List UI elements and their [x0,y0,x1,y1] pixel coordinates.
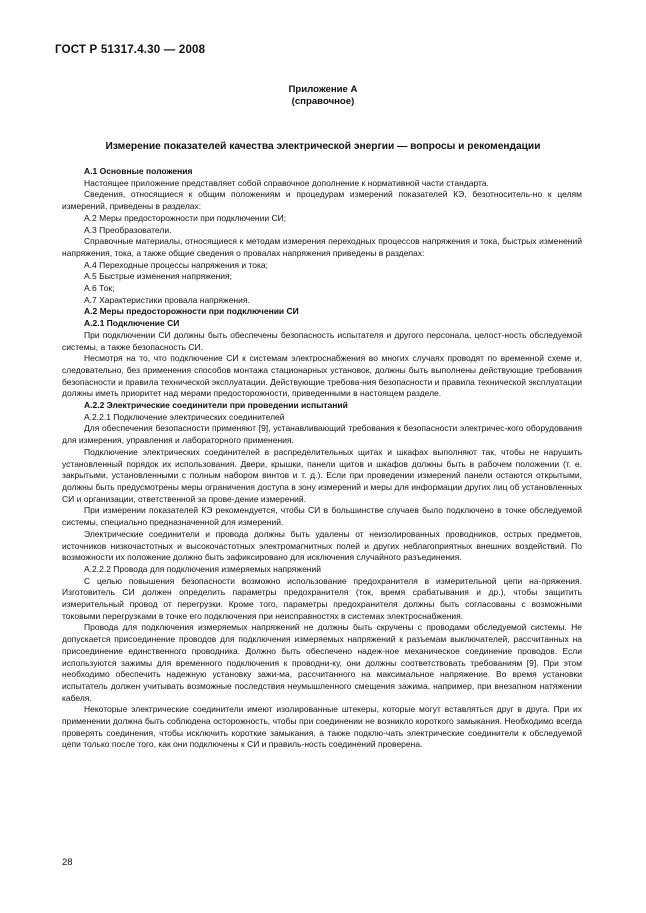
paragraph: А.2 Меры предосторожности при подключении СИ; [84,212,287,223]
paragraph: А.6 Ток; [84,283,115,294]
paragraph: А.4 Переходные процессы напряжения и тока; [84,259,269,270]
paragraph: Для обеспечения безопасности применяют [9], устанавливающий требования к безопасности электричес-кого оборудования для измерения, управления и лабораторного применения. [62,423,582,446]
paragraph: При подключении СИ должны быть обеспечены безопасность испытателя и другого персонала, целост-ность обследуемой системы, а также безопасность СИ. [62,329,582,352]
paragraph: С целью повышения безопасности возможно использование предохранителя в измерительной цепи на-пряжения. Изготовитель СИ должен определить параметры предохранителя (ток, время срабатывания и др.), чтобы защитить измерительный провод от перегрузки. Кроме того, параметры предохранителя должны быть согласованы с возможными токовыми перегрузками в точке его подключения при неисправностях в системах электроснабжения. [62,575,582,621]
paragraph: При измерении показателей КЭ рекомендуется, чтобы СИ в большинстве случаев было подключено в точке обследуемой системы, специально предназначенной для измерений. [62,505,582,528]
paragraph: Сведения, относящиеся к общим положениям и процедурам измерений показателей КЭ, безотноситель-но к целям измерений, приведены в разделах: [62,189,582,212]
paragraph: А.5 Быстрые изменения напряжения; [84,271,232,282]
page-number: 28 [62,857,73,868]
section-heading: А.2.2 Электрические соединители при проведении испытаний [84,400,348,411]
section-heading: А.2 Меры предосторожности при подключении СИ [84,306,299,317]
paragraph: Некоторые электрические соединители имеют изолированные штекеры, которые могут вставляться друг в друга. При их применении должна быть соблюдена осторожность, чтобы при соединении не возникло короткого замыкания. Необходимо всегда проверять соединения, чтобы исключить короткие замыкания, а также подклю-чать электрические соединители к обследуемой цепи только после того, как они подключены к СИ и правиль-ность соединений проверена. [62,704,582,750]
paragraph: А.2.2.1 Подключение электрических соединителей [84,411,285,422]
section-heading: А.2.1 Подключение СИ [84,318,180,329]
paragraph: А.2.2.2 Провода для подключения измеряемых напряжений [84,563,321,574]
paragraph: А.3 Преобразователи. [84,224,172,235]
paragraph: Настоящее приложение представляет собой справочное дополнение к нормативной части стандарта. [84,177,489,188]
document-title: Измерение показателей качества электрической энергии — вопросы и рекомендации [105,141,541,152]
paragraph: Электрические соединители и провода должны быть удалены от неизолированных проводников, острых предметов, источников низкочастотных и высокочастотных электромагнитных полей и других неблагоприятных внешних воздействий. По возможности их положение должно быть зафиксировано для исключения случайного разъединения. [62,528,582,563]
paragraph: Справочные материалы, относящиеся к методам измерения переходных процессов напряжения и тока, быстрых изменений напряжения, тока, а также общие сведения о провалах напряжения приведены в разделах: [62,236,582,258]
body-text [62,166,582,751]
section-heading: А.1 Основные положения [84,166,193,176]
paragraph: Провода для подключения измеряемых напряжений не должны быть скручены с проводами обследуемой системы. Не допускается присоединение проводов для подключения измеряемых напряжений к разъемам выключателей, рассчитанных на присоединение единственного проводника. Должно быть обеспечено надеж-ное механическое соединение проводов. Если используются зажимы для временного подключения к проводни-ку, они должны соответствовать требованиям [9]. При этом необходимо обеспечить надежную установку зажи-ма, рассчитанного на максимальное напряжение. Во время установки испытатель должен учитывать возможные последствия неумышленного смещения зажима, например, при внезапном натяжении кабеля. [62,622,582,703]
paragraph: А.7 Характеристики провала напряжения. [84,294,250,305]
appendix-subtitle: (справочное) [291,96,355,107]
paragraph: Подключение электрических соединителей в распределительных щитах и шкафах выполняют так, чтобы не нарушить установленный порядок их использования. Двери, крышки, панели щитов и шкафов должны быть в рабочем положении (т. е. закрытыми, установленными с полным набором винтов и т. д.). Если при проведении измерений панели остаются открытыми, должны быть предусмотрены меры ограничения доступа в зону измерений и меры для информации других лиц об установленных СИ и организации, ответственной за прове-дение измерений. [62,446,582,504]
paragraph: Несмотря на то, что подключение СИ к системам электроснабжения во многих случаях проводят по временной схеме и, следовательно, без применения способов монтажа стационарных установок, должны быть выполнены действующие требования безопасности и правила технической эксплуатации. Действующие требова-ния безопасности и правила технической эксплуатации должны иметь приоритет над мерами предосторожности, приведенными в настоящем разделе. [62,353,582,399]
appendix-title: Приложение А [288,84,358,95]
standard-header: ГОСТ Р 51317.4.30 — 2008 [55,44,206,56]
